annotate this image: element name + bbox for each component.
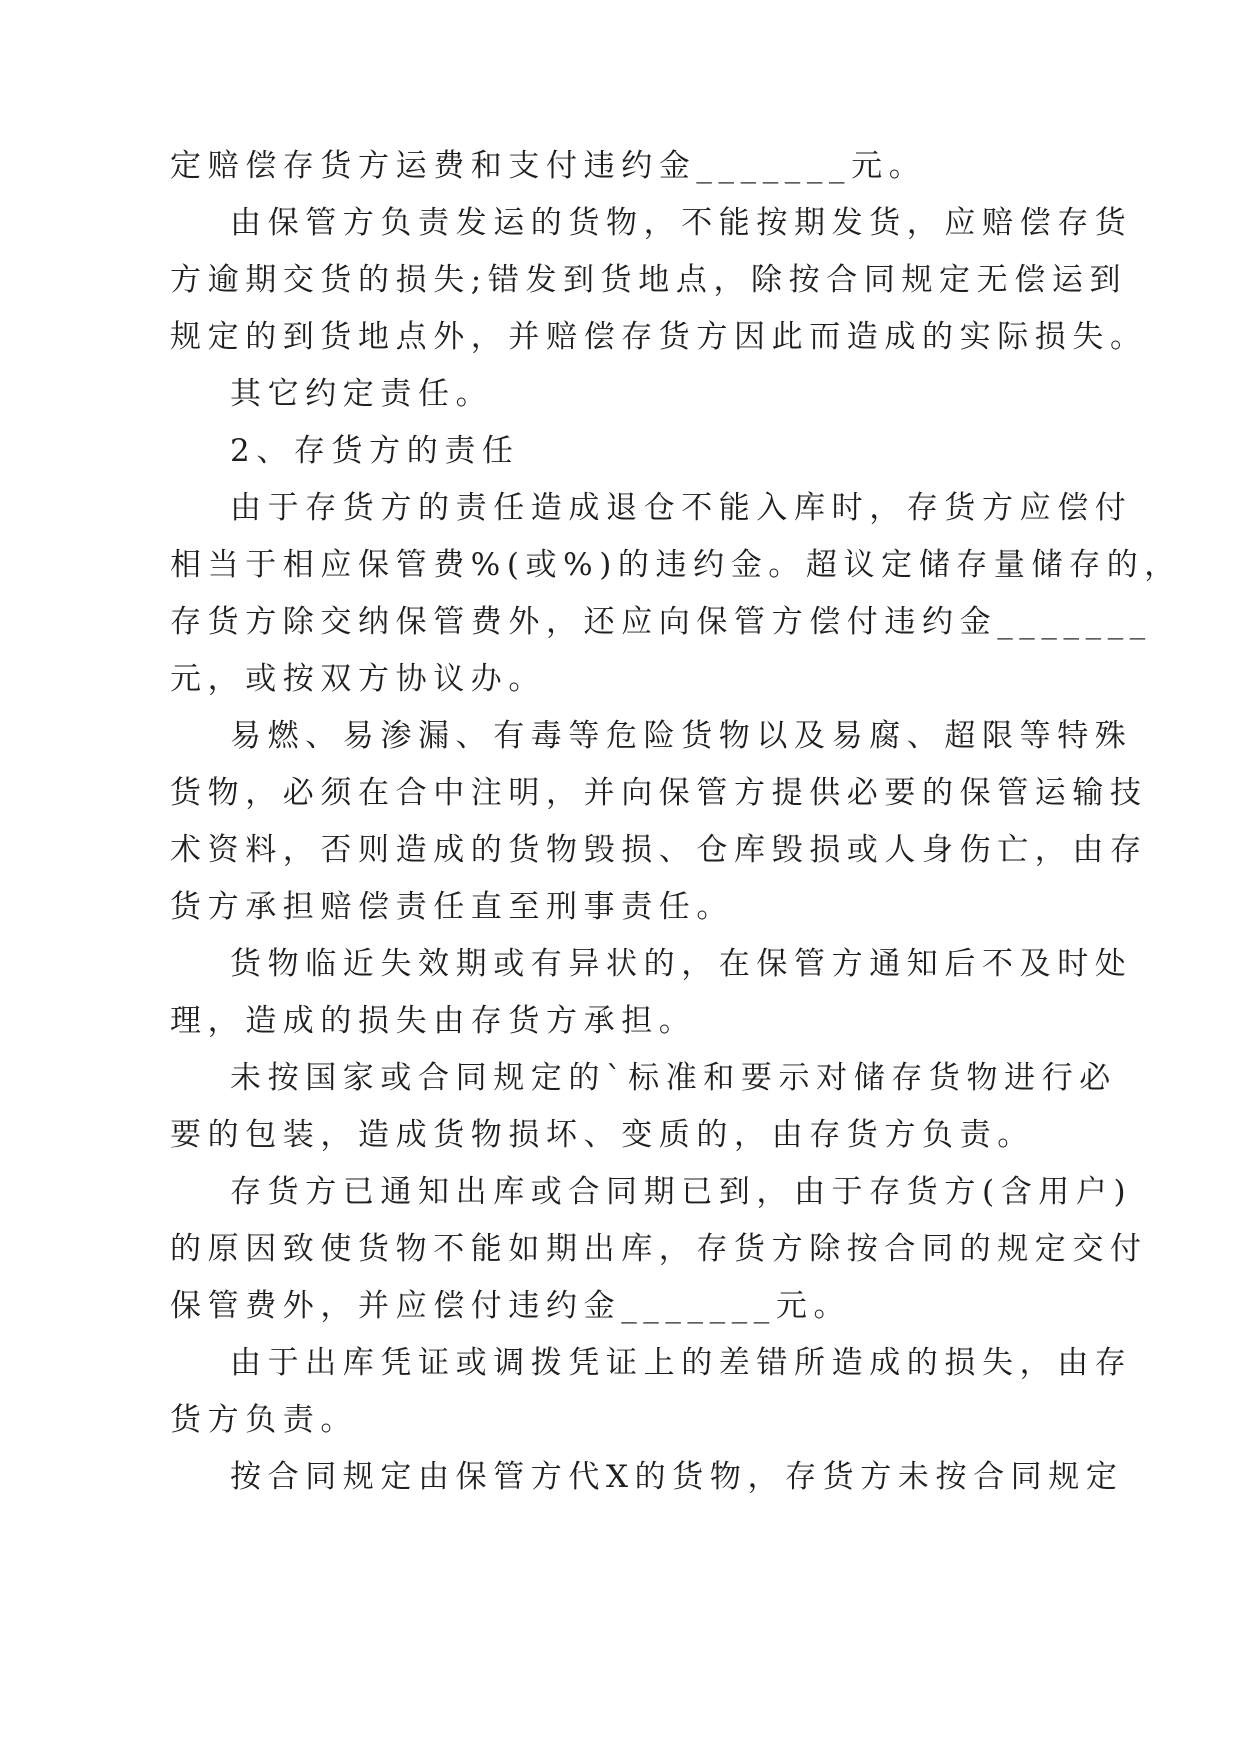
text-line-15: 货物临近失效期或有异状的，在保管方通知后不及时处 — [230, 946, 1133, 982]
text-line-4: 规定的到货地点外，并赔偿存货方因此而造成的实际损失。 — [170, 319, 1148, 355]
text-line-9: 存货方除交纳保管费外，还应向保管方偿付违约金_______ — [170, 604, 1152, 640]
text-line-10: 元，或按双方协议办。 — [170, 661, 546, 697]
text-line-3: 方逾期交货的损失;错发到货地点，除按合同规定无偿运到 — [170, 262, 1128, 298]
text-line-11: 易燃、易渗漏、有毒等危险货物以及易腐、超限等特殊 — [230, 718, 1133, 754]
text-line-16: 理，造成的损失由存货方承担。 — [170, 1003, 697, 1039]
text-line-5: 其它约定责任。 — [230, 376, 494, 412]
text-line-19: 存货方已通知出库或合同期已到，由于存货方(含用户) — [230, 1174, 1133, 1210]
text-line-18: 要的包装，造成货物损坏、变质的，由存货方负责。 — [170, 1117, 1035, 1153]
text-line-24: 按合同规定由保管方代X的货物，存货方未按合同规定 — [230, 1459, 1124, 1495]
text-line-22: 由于出库凭证或调拨凭证上的差错所造成的损失，由存 — [230, 1345, 1133, 1381]
text-line-2: 由保管方负责发运的货物，不能按期发货，应赔偿存货 — [230, 205, 1133, 241]
text-line-14: 货方承担赔偿责任直至刑事责任。 — [170, 889, 734, 925]
section-heading: 2、存货方的责任 — [230, 433, 520, 469]
text-line-8: 相当于相应保管费%(或%)的违约金。超议定储存量储存的， — [170, 547, 1182, 583]
text-line-23: 货方负责。 — [170, 1402, 358, 1438]
text-line-7: 由于存货方的责任造成退仓不能入库时，存货方应偿付 — [230, 490, 1133, 526]
text-line-13: 术资料，否则造成的货物毁损、仓库毁损或人身伤亡，由存 — [170, 832, 1148, 868]
text-line-20: 的原因致使货物不能如期出库，存货方除按合同的规定交付 — [170, 1231, 1148, 1267]
text-line-17: 未按国家或合同规定的`标准和要示对储存货物进行必 — [230, 1060, 1117, 1096]
text-line-1: 定赔偿存货方运费和支付违约金_______元。 — [170, 148, 927, 184]
text-line-21: 保管费外，并应偿付违约金_______元。 — [170, 1288, 852, 1324]
text-line-12: 货物，必须在合中注明，并向保管方提供必要的保管运输技 — [170, 775, 1148, 811]
